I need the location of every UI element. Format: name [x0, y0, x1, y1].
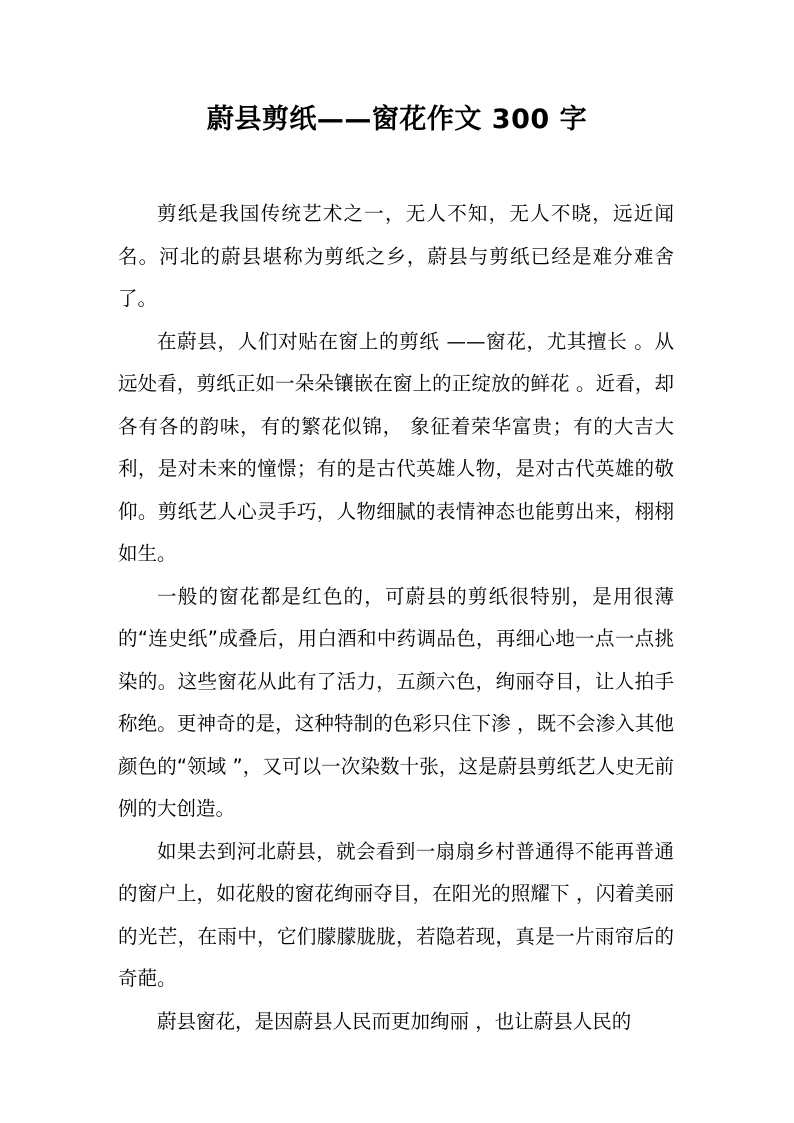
paragraph-1: 剪纸是我国传统艺术之一，无人不知，无人不晓，远近闻名。河北的蔚县堪称为剪纸之乡，蔚县与剪纸已经是难分难舍了。 [118, 202, 674, 310]
paragraph-3: 一般的窗花都是红色的，可蔚县的剪纸很特别，是用很薄的“连史纸”成叠后，用白酒和中药调品色，再细心地一点一点挑染的。这些窗花从此有了活力，五颜六色，绚丽夺目，让人拍手称绝。更神奇的是，这种特制的色彩只住下渗 ，既不会渗入其他颜色的“领域 ”，又可以一次染数十张，这是蔚县剪纸艺人史无前例的大创造。 [118, 584, 674, 820]
document-body [118, 193, 674, 1043]
document-title: 蔚县剪纸——窗花作文 300 字 [206, 104, 588, 135]
paragraph-4: 如果去到河北蔚县，就会看到一扇扇乡村普通得不能再普通的窗户上，如花般的窗花绚丽夺目，在阳光的照耀下 ，闪着美丽的光芒，在雨中，它们朦朦胧胧，若隐若现，真是一片雨帘后的奇葩。 [118, 839, 674, 990]
paragraph-2: 在蔚县，人们对贴在窗上的剪纸 ——窗花，尤其擅长 。从远处看，剪纸正如一朵朵镶嵌在窗上的正绽放的鲜花 。近看，却各有各的韵味，有的繁花似锦， 象征着荣华富贵；有的大吉大利，是对未来的憧憬；有的是古代英雄人物，是对古代英雄的敬仰。剪纸艺人心灵手巧，人物细腻的表情神态也能剪出来，栩栩如生。 [118, 329, 674, 565]
paragraph-5: 蔚县窗花，是因蔚县人民而更加绚丽 ，也让蔚县人民的 [157, 1009, 632, 1033]
